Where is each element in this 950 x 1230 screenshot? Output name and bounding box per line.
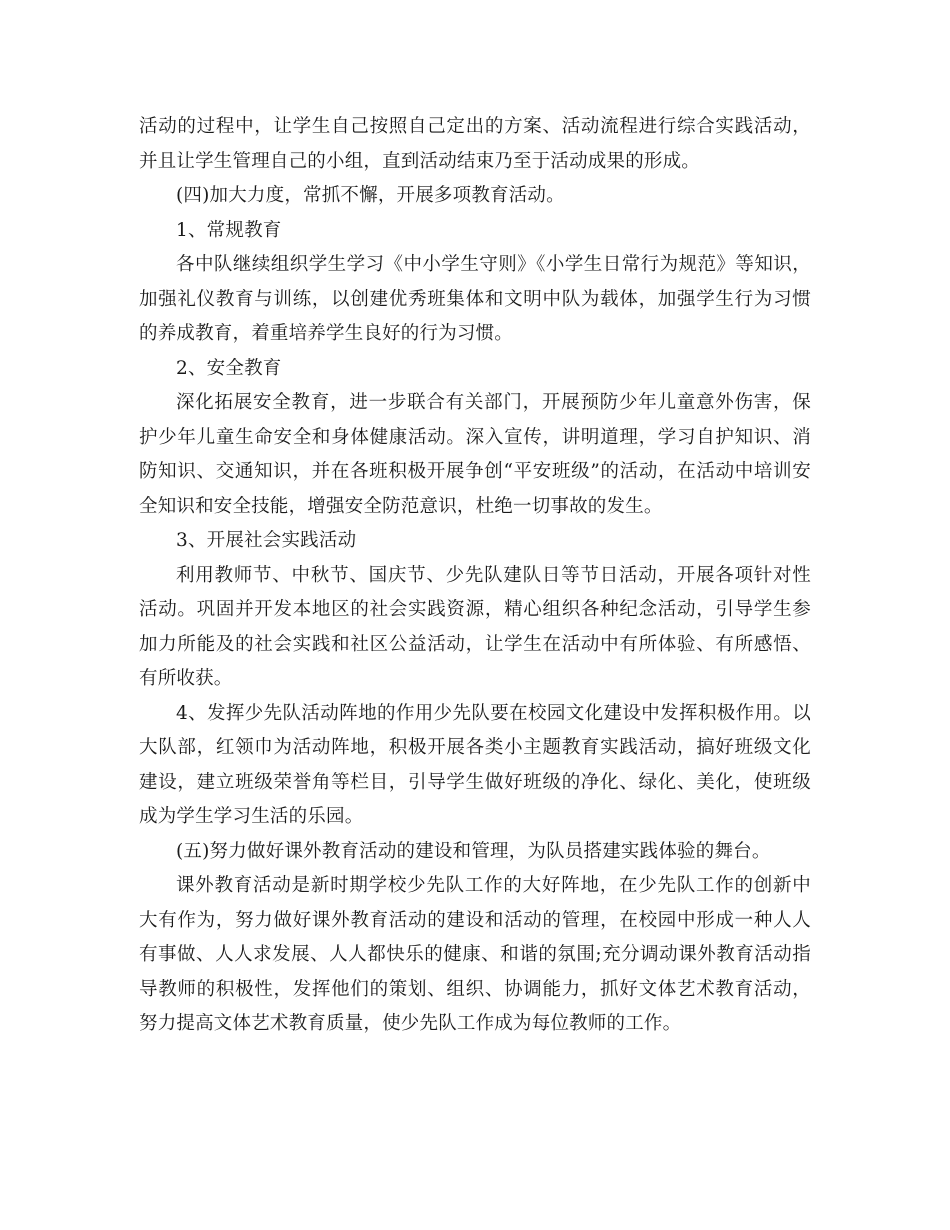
section-heading-5: (五)努力做好课外教育活动的建设和管理，为队员搭建实践体验的舞台。 (176, 840, 771, 862)
paragraph-extracurricular: 课外教育活动是新时期学校少先队工作的大好阵地，在少先队工作的创新中大有作为，努力做好课外教育活动的建设和活动的管理，在校园中形成一种人人有事做、人人求发展、人人都快乐的健康、和谐的氛围;充分调动课外教育活动指导教师的积极性，发挥他们的策划、组织、协调能力，抓好文体艺术教育活动，努力提高文体艺术教育质量，使少先队工作成为每位教师的工作。 (139, 875, 811, 1034)
paragraph-safety-education: 深化拓展安全教育，进一步联合有关部门，开展预防少年儿童意外伤害，保护少年儿童生命安全和身体健康活动。深入宣传，讲明道理，学习自护知识、消防知识、交通知识，并在各班积极开展争创“平安班级”的活动，在活动中培训安全知识和安全技能，增强安全防范意识，杜绝一切事故的发生。 (139, 392, 811, 517)
subheading-routine-education: 1、常规教育 (176, 219, 282, 241)
section-heading-4: (四)加大力度，常抓不懈，开展多项教育活动。 (176, 185, 565, 206)
paragraph-continuation: 活动的过程中，让学生自己按照自己定出的方案、活动流程进行综合实践活动，并且让学生管理自己的小组，直到活动结束乃至于活动成果的形成。 (139, 116, 811, 172)
paragraph-pioneer-base: 4、发挥少先队活动阵地的作用少先队要在校园文化建设中发挥积极作用。以大队部，红领巾为活动阵地，积极开展各类小主题教育实践活动，搞好班级文化建设，建立班级荣誉角等栏目，引导学生做好班级的净化、绿化、美化，使班级成为学生学习生活的乐园。 (139, 702, 811, 827)
subheading-safety-education: 2、安全教育 (176, 357, 282, 379)
paragraph-social-practice: 利用教师节、中秋节、国庆节、少先队建队日等节日活动，开展各项针对性活动。巩固并开发本地区的社会实践资源，精心组织各种纪念活动，引导学生参加力所能及的社会实践和社区公益活动，让学生在活动中有所体验、有所感悟、有所收获。 (139, 564, 811, 689)
subheading-social-practice: 3、开展社会实践活动 (176, 530, 357, 551)
document-body (139, 110, 811, 1042)
paragraph-routine-education: 各中队继续组织学生学习《中小学生守则》《小学生日常行为规范》等知识，加强礼仪教育与训练，以创建优秀班集体和文明中队为载体，加强学生行为习惯的养成教育，着重培养学生良好的行为习惯。 (139, 254, 811, 344)
